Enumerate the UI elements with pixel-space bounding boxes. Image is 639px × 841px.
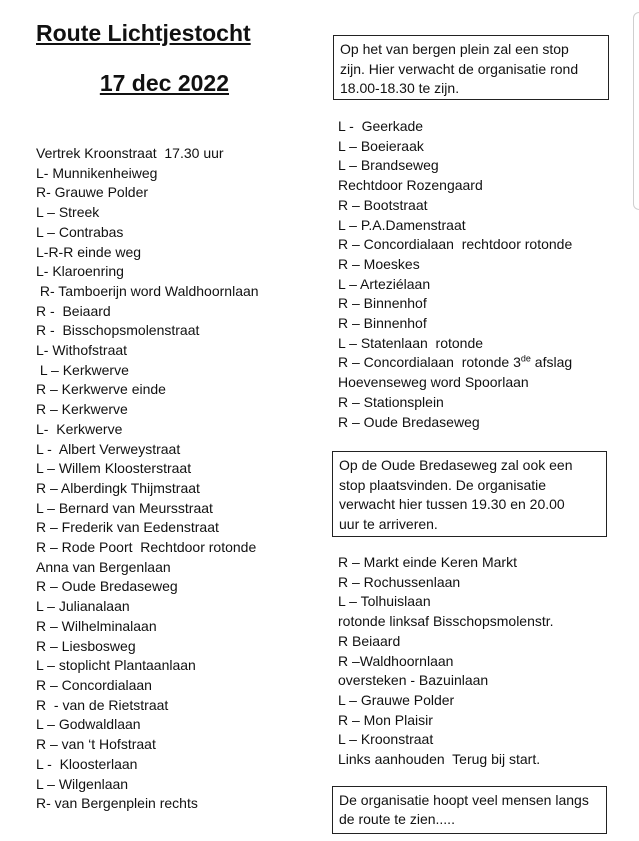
route-step: oversteken - Bazuinlaan — [338, 672, 489, 689]
route-step: R - van de Rietstraat — [36, 696, 169, 713]
notice-line: 18.00-18.30 te zijn. — [340, 80, 460, 96]
route-step: L – Kerkwerve — [36, 361, 129, 378]
notice-line: Op de Oude Bredaseweg zal ook een — [339, 457, 573, 473]
route-step: L- Klaroenring — [36, 263, 124, 280]
route-list-right-1 — [338, 117, 572, 432]
route-step: L – Kroonstraat — [338, 731, 434, 748]
route-step-suffix: afslag — [530, 354, 573, 371]
route-step: L – Statenlaan rotonde — [338, 334, 484, 351]
page-date: 17 dec 2022 — [99, 70, 229, 96]
route-step: R- Tamboerijn word Waldhoornlaan — [36, 282, 259, 299]
route-step: Links aanhouden Terug bij start. — [338, 751, 541, 768]
route-step: L – P.A.Damenstraat — [338, 216, 466, 233]
route-step: L-R-R einde weg — [36, 243, 142, 260]
route-step: R – Kerkwerve — [36, 401, 128, 418]
closing-notice-box — [332, 786, 607, 834]
route-step: Anna van Bergenlaan — [36, 558, 171, 575]
route-step: R- van Bergenplein rechts — [36, 795, 198, 812]
route-step: R- Grauwe Polder — [36, 184, 149, 201]
route-step: L- Munnikenheiweg — [36, 164, 158, 181]
route-step: R – Bootstraat — [338, 196, 428, 213]
route-step: L- Withofstraat — [36, 342, 128, 359]
page-title: Route Lichtjestocht — [36, 20, 251, 46]
route-step: L – Godwaldlaan — [36, 716, 141, 733]
route-step: R – Kerkwerve einde — [36, 381, 166, 398]
route-step: L - Kloosterlaan — [36, 755, 138, 772]
route-step: Hoevenseweg word Spoorlaan — [338, 374, 529, 391]
route-step: L – Grauwe Polder — [338, 691, 455, 708]
route-step: L- Kerkwerve — [36, 420, 123, 437]
route-list-right-2 — [338, 553, 554, 770]
notice-line: de route te zien..... — [339, 811, 455, 827]
route-step: L – Arteziélaan — [338, 275, 431, 292]
route-step: rotonde linksaf Bisschopsmolenstr. — [338, 613, 554, 630]
scrollbar-edge[interactable] — [633, 12, 639, 210]
route-step: R – Mon Plaisir — [338, 711, 433, 728]
ordinal-superscript: de — [520, 353, 531, 364]
route-step: R – van ‘t Hofstraat — [36, 736, 156, 753]
route-list-left — [36, 144, 259, 814]
route-step: L – Wilgenlaan — [36, 775, 129, 792]
route-step: R – Frederik van Eedenstraat — [36, 519, 219, 536]
notice-line: stop plaatsvinden. De organisatie — [339, 476, 547, 493]
route-step: R – Wilhelminalaan — [36, 617, 157, 634]
route-step: R – Stationsplein — [338, 393, 444, 410]
route-step: L – Boeieraak — [338, 137, 424, 154]
route-step: L – stoplicht Plantaanlaan — [36, 657, 196, 674]
route-step: R – Alberdingk Thijmstraat — [36, 479, 200, 496]
notice-line: zijn. Hier verwacht de organisatie rond — [340, 60, 579, 77]
route-step: L – Tolhuislaan — [338, 593, 431, 610]
stop-notice-box-1 — [333, 35, 609, 100]
route-step: R – Oude Bredaseweg — [36, 578, 178, 595]
route-step: L - Geerkade — [338, 118, 424, 134]
route-step: L – Brandseweg — [338, 157, 439, 174]
route-step: R - Beiaard — [36, 302, 111, 319]
route-step: R – Rochussenlaan — [338, 573, 461, 590]
route-step: R – Liesbosweg — [36, 637, 136, 654]
route-step: R – Oude Bredaseweg — [338, 413, 480, 430]
route-step: L - Albert Verweystraat — [36, 440, 181, 457]
route-step: L – Bernard van Meursstraat — [36, 499, 213, 516]
notice-line: De organisatie hoopt veel mensen langs — [339, 792, 589, 808]
route-step: R – Binnenhof — [338, 295, 427, 312]
route-step: L – Contrabas — [36, 223, 124, 240]
route-step: R – Markt einde Keren Markt — [338, 554, 517, 570]
route-step: R – Rode Poort Rechtdoor rotonde — [36, 539, 257, 556]
route-step: R – Moeskes — [338, 255, 420, 272]
route-step: Rechtdoor Rozengaard — [338, 177, 483, 194]
notice-line: Op het van bergen plein zal een stop — [340, 41, 569, 57]
route-step-text: R – Concordialaan rotonde 3 — [338, 354, 521, 371]
route-step: R Beiaard — [338, 632, 401, 649]
route-step: R –Waldhoornlaan — [338, 652, 454, 669]
route-step: R – Binnenhof — [338, 315, 427, 332]
route-step: R - Bisschopsmolenstraat — [36, 322, 200, 339]
route-step: L – Willem Kloosterstraat — [36, 460, 192, 477]
route-step: Vertrek Kroonstraat 17.30 uur — [36, 145, 224, 161]
notice-line: verwacht hier tussen 19.30 en 20.00 — [339, 496, 565, 512]
route-step: R – Concordialaan — [36, 676, 152, 693]
route-step-with-superscript — [338, 353, 572, 373]
route-step: L – Julianalaan — [36, 598, 130, 615]
route-step: R – Concordialaan rechtdoor rotonde — [338, 236, 573, 253]
route-step: L – Streek — [36, 204, 100, 221]
stop-notice-box-2 — [332, 451, 607, 537]
notice-line: uur te arriveren. — [339, 515, 438, 532]
